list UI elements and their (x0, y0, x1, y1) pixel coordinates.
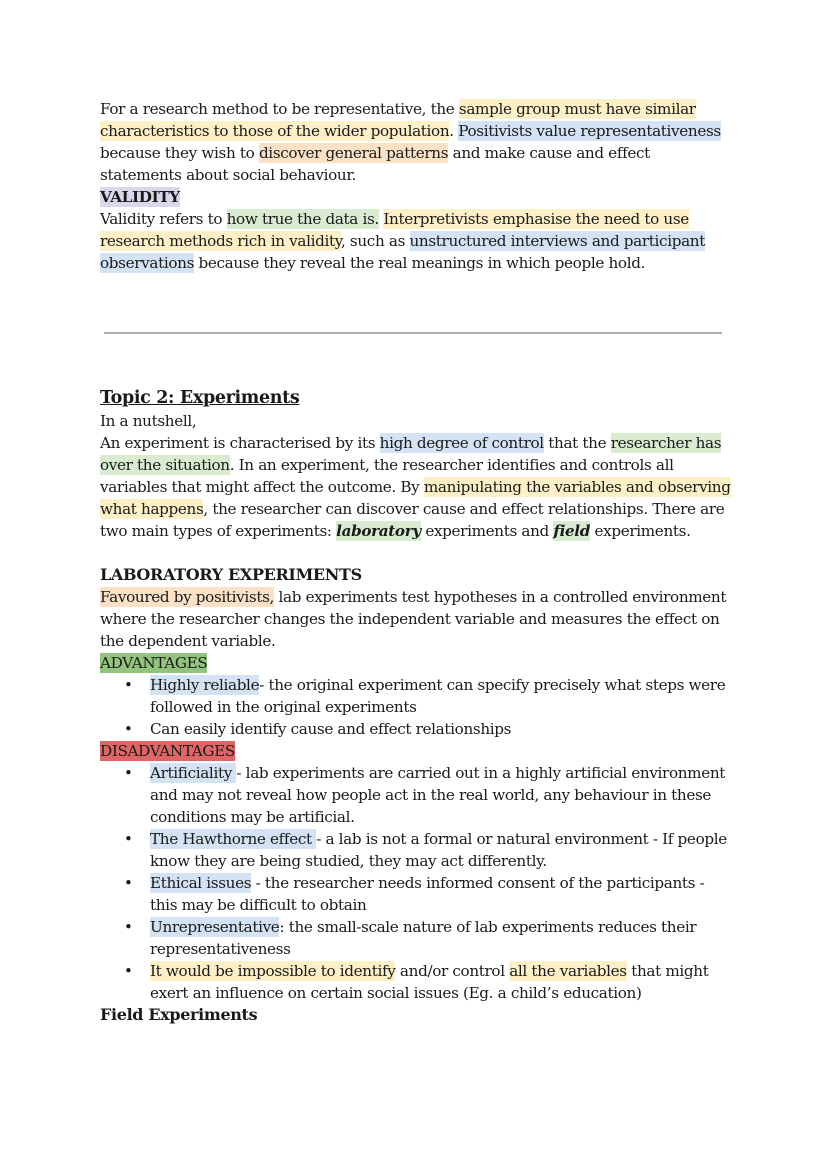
section-experiments (100, 386, 732, 1026)
disadvantages-list (100, 762, 732, 1004)
highlight-green: how true the data is. (226, 210, 379, 228)
representativeness-paragraph: For a research method to be representative, the sample group must have similar characteristics to those of the wider population. Positivists value representativeness because they wish to discover general patterns and make cause and effect statements about social behaviour. (100, 100, 721, 184)
highlight-blue: Positivists value representativeness (458, 122, 721, 140)
list-item: • The Hawthorne effect - a lab is not a formal or natural environment - If people know they are being studied, they may act differently. (150, 828, 732, 872)
validity-paragraph: Validity refers to how true the data is. Interpretivists emphasise the need to use research methods rich in validity, such as unstructured interviews and participant observations because they reveal the real meanings in which people hold. (100, 210, 705, 272)
highlight-orange: discover general patterns (258, 144, 449, 162)
intro-text: In a nutshell, (100, 412, 197, 430)
highlight-green-italic: laboratory (336, 522, 421, 540)
disadvantages-label: DISADVANTAGES (100, 742, 235, 760)
highlight-blue: unstructured interviews and participant observations (100, 232, 705, 272)
highlight-orange: Favoured by positivists, (100, 588, 275, 606)
list-item: • It would be impossible to identify and/or control all the variables that might exert an influence on certain social issues (Eg. a child’s education) (150, 960, 732, 1004)
highlight-green: researcher has over the situation (100, 434, 722, 474)
highlight-yellow: Interpretivists emphasise the need to use research methods rich in validity (100, 210, 689, 250)
lab-experiments-heading: LABORATORY EXPERIMENTS (100, 565, 362, 584)
highlight-green-italic: field (553, 522, 590, 540)
advantages-label: ADVANTAGES (100, 654, 208, 672)
topic-title: Topic 2: Experiments (100, 388, 300, 408)
highlight-yellow: sample group must have similar characteristics to those of the wider population (100, 100, 696, 140)
list-item: • Artificiality - lab experiments are carried out in a highly artificial environment and may not reveal how people act in the real world, any behaviour in these conditions may be artificial. (150, 762, 732, 828)
section-representativeness (100, 98, 732, 274)
highlight-yellow: manipulating the variables and observing what happens (100, 478, 731, 518)
highlight-blue: high degree of control (379, 434, 544, 452)
horizontal-divider (104, 332, 722, 334)
list-item: • Unrepresentative: the small-scale nature of lab experiments reduces their representativeness (150, 916, 732, 960)
lab-paragraph: Favoured by positivists, lab experiments test hypotheses in a controlled environment where the researcher changes the independent variable and measures the effect on the dependent variable. (100, 588, 727, 650)
list-item: • Ethical issues - the researcher needs informed consent of the participants - this may be difficult to obtain (150, 872, 732, 916)
validity-heading: VALIDITY (100, 188, 180, 206)
list-item: • Can easily identify cause and effect relationships (150, 718, 732, 740)
list-item: • Highly reliable- the original experiment can specify precisely what steps were followed in the original experiments (150, 674, 732, 718)
experiment-paragraph: An experiment is characterised by its high degree of control that the researcher has over the situation. In an experiment, the researcher identifies and controls all variables that might affect the outcome. By manipulating the variables and observing what happens, the researcher can discover cause and effect relationships. There are two main types of experiments: laboratory experiments and field experiments. (100, 434, 731, 540)
advantages-list (100, 674, 732, 740)
field-experiments-heading: Field Experiments (100, 1005, 258, 1024)
